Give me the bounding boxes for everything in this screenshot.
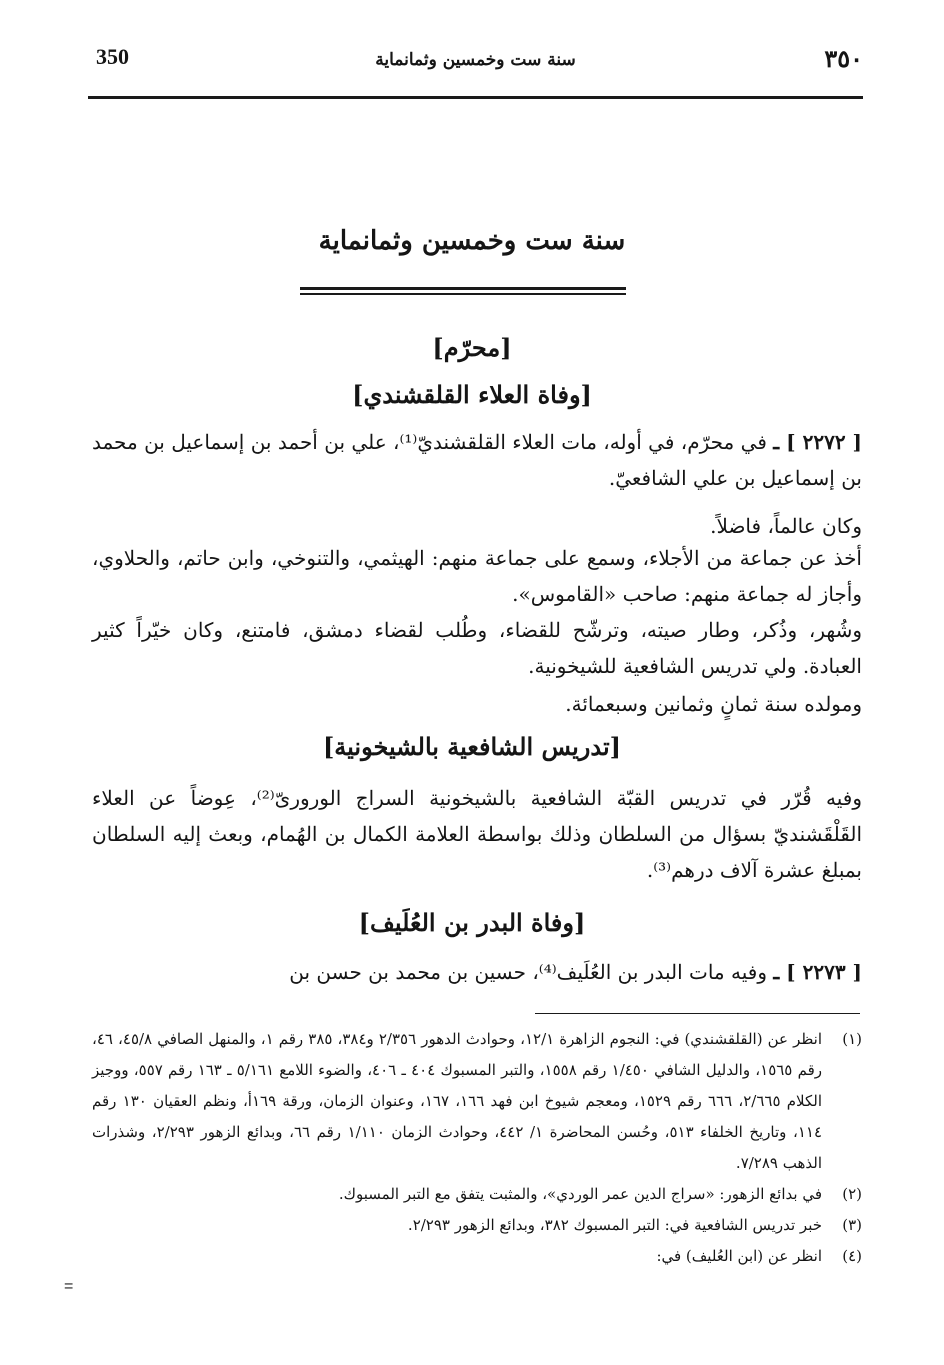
section-heading-teaching: [تدريس الشافعية بالشيخونية]	[322, 732, 622, 761]
footnote-text: في بدائع الزهور: «سراج الدين عمر الوردي»، والمثبت يتفق مع التبر المسبوك.	[338, 1185, 822, 1203]
margin-mark: =	[64, 1278, 74, 1295]
running-title: سنة ست وخمسين وثمانماية	[375, 50, 576, 70]
footnote-item	[92, 1024, 862, 1179]
chapter-title: سنة ست وخمسين وثمانماية	[318, 226, 626, 256]
section-heading-death-ulayf: [وفاة البدر بن العُلَيف]	[358, 908, 586, 937]
entry-2272	[92, 424, 862, 496]
page-number-arabic: ٣٥٠	[824, 44, 863, 73]
footnotes	[92, 1024, 862, 1272]
footnote-mark: (٢)	[842, 1185, 862, 1203]
footnote-text: انظر عن (ابن العُليف) في:	[656, 1247, 822, 1265]
section-heading-death-qalqashandi: [وفاة العلاء القلقشندي]	[352, 380, 592, 409]
footnote-item	[92, 1179, 862, 1210]
entry-number: [ ٢٢٧٣ ] ـ	[773, 960, 862, 984]
paragraph-teachers: أخذ عن جماعة من الأجلاء، وسمع على جماعة منهم: الهيثمي، والتنوخي، وابن حاتم، والحلاوي، وأجاز له جماعة منهم: صاحب «القاموس».	[92, 546, 862, 606]
entry-number: [ ٢٢٧٢ ] ـ	[773, 430, 863, 454]
footnote-item	[92, 1210, 862, 1241]
month-heading: [محرّم]	[432, 333, 512, 362]
page-header	[88, 40, 863, 99]
footnote-mark: (٤)	[842, 1247, 862, 1265]
paragraph-fame: وشُهر، وذُكر، وطار صيته، وترشّح للقضاء، وطُلب لقضاء دمشق، فامتنع، وكان خيّراً كثير العبادة. ولي تدريس الشافعية للشيخونية.	[92, 618, 862, 678]
entry-text: في محرّم، في أوله، مات العلاء القلقشنديّ⁽¹⁾، علي بن أحمد بن إسماعيل بن محمد بن إسماعيل بن علي الشافعيّ.	[92, 430, 862, 490]
entry-text: وفيه مات البدر بن العُلَيف⁽⁴⁾، حسين بن محمد بن حسن بن	[289, 960, 767, 984]
footnote-separator	[535, 1013, 860, 1014]
paragraph-teaching: وفيه قُرّر في تدريس القبّة الشافعية بالشيخونية السراج الورورىّ⁽²⁾، عِوضاً عن العلاء القَلْقَشنديّ بسؤال من السلطان وذلك بواسطة العلامة الكمال بن الهُمام، وبعث إليه السلطان بمبلغ عشرة آلاف درهم⁽³⁾.	[92, 786, 863, 882]
footnote-text: خبر تدريس الشافعية في: التبر المسبوك ٣٨٢، وبدائع الزهور ٢/٢٩٣.	[407, 1216, 822, 1234]
entry-2273	[92, 954, 862, 990]
title-double-rule	[300, 287, 626, 295]
paragraph-birth: ومولده سنة ثمانٍ وثمانين وسبعمائة.	[565, 692, 862, 716]
footnote-item	[92, 1241, 862, 1272]
page-number-latin: 350	[96, 44, 129, 69]
footnote-text: انظر عن (القلقشندي) في: النجوم الزاهرة ١٢/١، وحوادث الدهور ٢/٣٥٦ و٣٨٤، ٣٨٥ رقم ١، والمنهل الصافي ٤٥/٨، ٤٦، رقم ١٥٦٥، والدليل الشافي ١/٤٥٠ رقم ١٥٥٨، والتبر المسبوك ٤٠٤ ـ ٤٠٦، والضوء اللامع ٥/١٦١ ـ ١٦٣ رقم ٥٥٧، ووجيز الكلام ٢/٦٦٥، ٦٦٦ رقم ١٥٢٩، ومعجم شيوخ ابن فهد ١٦٦، ١٦٧، وعنوان الزمان، ورقة ١٦٩أ، ونظم العقيان ١٣٠ رقم ١١٤، وتاريخ الخلفاء ٥١٣، وحُسن المحاضرة ١/ ٤٤٢، وحوادث الزمان ١/١١٠ رقم ٦٦، وبدائع الزهور ٢/٢٩٣، وشذرات الذهب ٧/٢٨٩.	[92, 1030, 823, 1172]
paragraph-scholar: وكان عالماً، فاضلاً.	[710, 514, 862, 538]
footnote-mark: (١)	[842, 1030, 862, 1048]
footnote-mark: (٣)	[842, 1216, 862, 1234]
